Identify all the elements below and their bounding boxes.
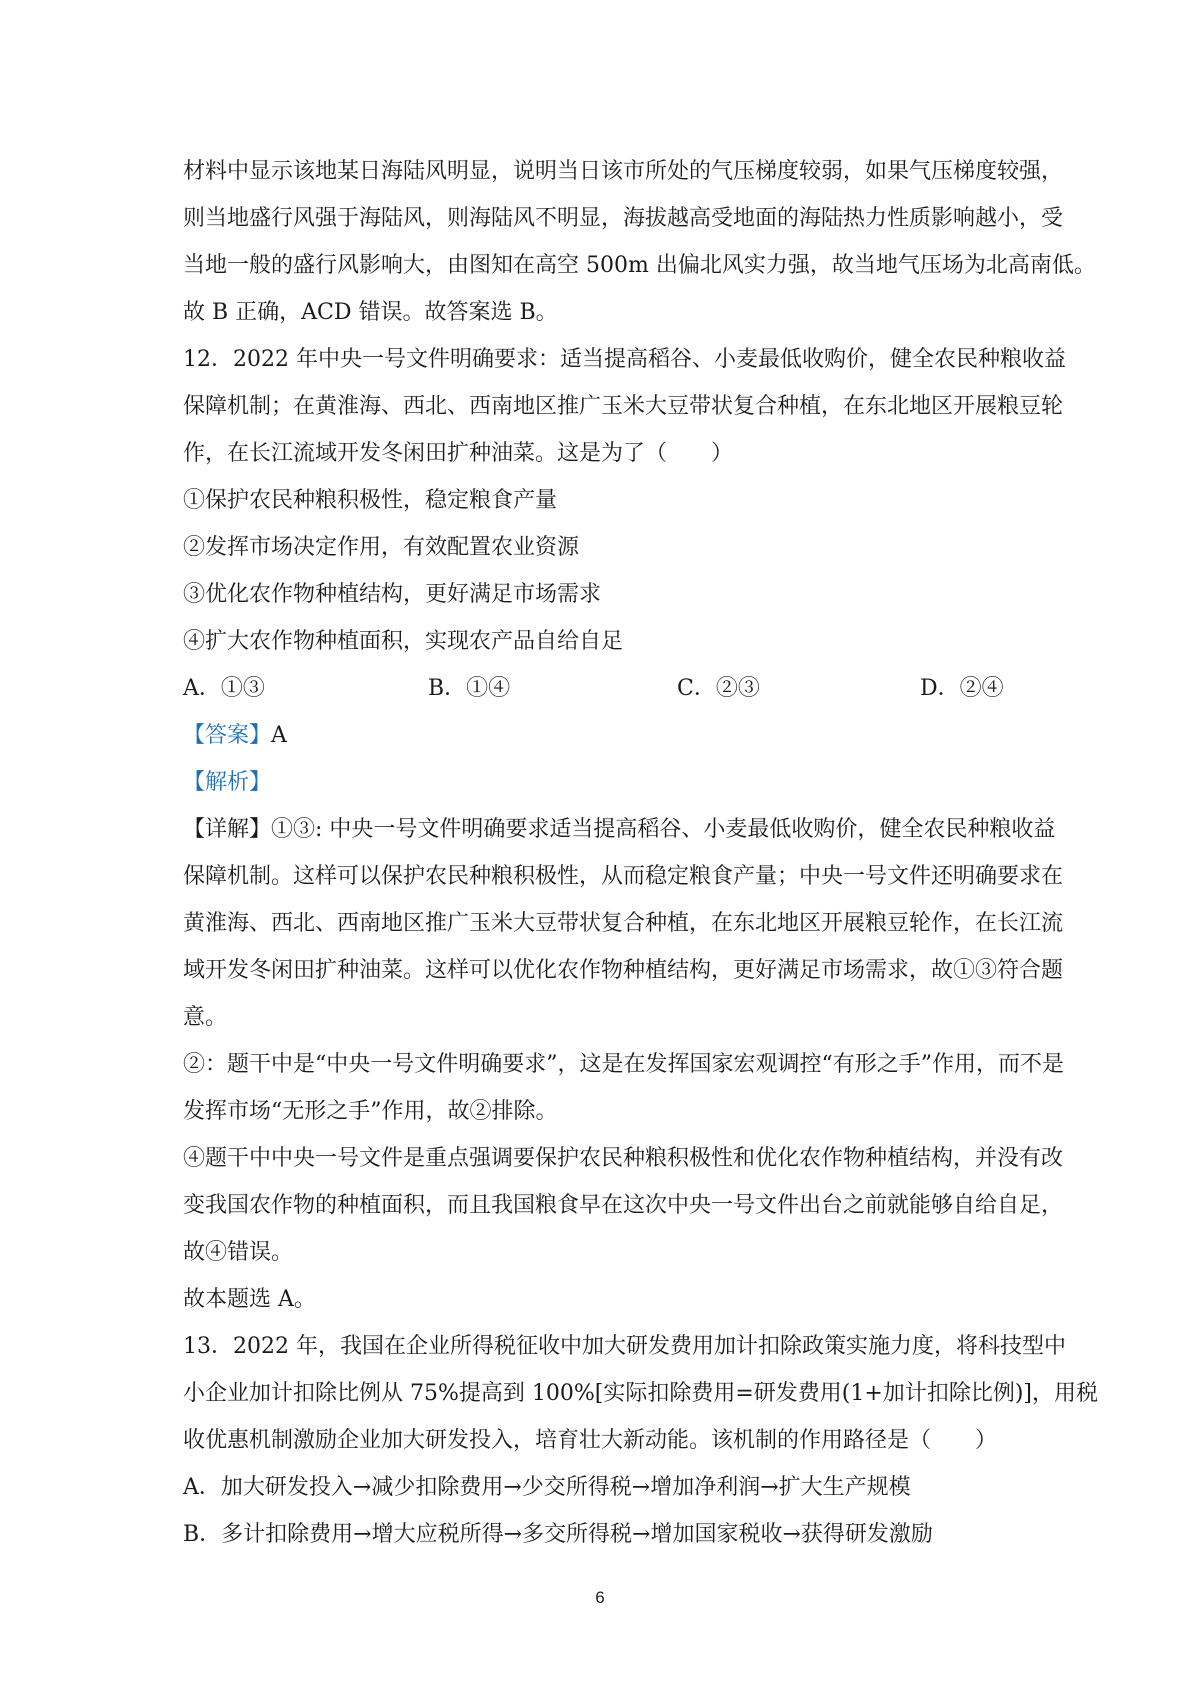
q12-option-d: D．②④ [920,676,1004,701]
q12-detail-line: 黄淮海、西北、西南地区推广玉米大豆带状复合种植，在东北地区开展粮豆轮作，在长江流 [183,911,1064,936]
q12-analysis [183,759,1023,806]
q12-detail-line: 意。 [183,1005,228,1030]
question-12 [183,336,1066,1323]
q12-note2-line: ②：题干中是“中央一号文件明确要求”，这是在发挥国家宏观调控“有形之手”作用，而不是 [183,1052,1064,1077]
q12-detail-line [183,806,1056,853]
q12-stem-line: 12．2022 年中央一号文件明确要求：适当提高稻谷、小麦最低收购价，健全农民种粮收益 [183,347,1066,372]
q12-statement-4: ④扩大农作物种植面积，实现农产品自给自足 [183,629,624,654]
q12-answer [183,712,1023,759]
q12-statement-1: ①保护农民种粮积极性，稳定粮食产量 [183,488,558,513]
q12-note4-line: 变我国农作物的种植面积，而且我国粮食早在这次中央一号文件出台之前就能够自给自足， [183,1193,1064,1218]
intro-paragraph [183,148,1096,336]
q12-note2-line: 发挥市场“无形之手”作用，故②排除。 [183,1099,558,1124]
question-13 [183,1323,1098,1558]
q12-note4-line: 故④错误。 [183,1240,294,1265]
q13-stem-line: 收优惠机制激励企业加大研发投入，培育壮大新动能。该机制的作用路径是（ ） [183,1428,998,1453]
q13-option-b: B．多计扣除费用→增大应税所得→多交所得税→增加国家税收→获得研发激励 [183,1522,933,1547]
q12-stem-line: 作，在长江流域开发冬闲田扩种油菜。这是为了（ ） [183,441,734,466]
q12-statement-3: ③优化农作物种植结构，更好满足市场需求 [183,582,602,607]
answer-label: 【答案】 [183,723,272,748]
page-number: 6 [595,1588,605,1607]
intro-line: 则当地盛行风强于海陆风，则海陆风不明显，海拔越高受地面的海陆热力性质影响越小，受 [183,206,1064,231]
q12-detail-line: 保障机制。这样可以保护农民种粮积极性，从而稳定粮食产量；中央一号文件还明确要求在 [183,864,1064,889]
q13-option-a: A．加大研发投入→减少扣除费用→少交所得税→增加净利润→扩大生产规模 [183,1475,911,1500]
q12-options-row [183,665,1023,712]
answer-value: A [271,723,287,748]
q12-option-b: B．①④ [428,676,511,701]
detail-label: 【详解】 [183,817,272,842]
intro-line: 故 B 正确，ACD 错误。故答案选 B。 [183,300,558,325]
q12-option-a: A．①③ [183,676,265,701]
q12-statement-2: ②发挥市场决定作用，有效配置农业资源 [183,535,580,560]
q12-conclusion: 故本题选 A。 [183,1287,316,1312]
q13-stem-line: 13．2022 年，我国在企业所得税征收中加大研发费用加计扣除政策实施力度，将科技型中 [183,1334,1066,1359]
document-body [183,148,1098,1558]
intro-line: 当地一般的盛行风影响大，由图知在高空 500m 出偏北风实力强，故当地气压场为北高南低。 [183,253,1096,278]
q12-detail-line: 域开发冬闲田扩种油菜。这样可以优化农作物种植结构，更好满足市场需求，故①③符合题 [183,958,1064,983]
detail-text: ①③: 中央一号文件明确要求适当提高稻谷、小麦最低收购价，健全农民种粮收益 [271,817,1056,842]
q12-option-c: C．②③ [677,676,760,701]
q13-stem-line: 小企业加计扣除比例从 75%提高到 100%[实际扣除费用=研发费用(1+加计扣除比例)]，用税 [183,1381,1098,1406]
analysis-label: 【解析】 [183,770,272,795]
q12-stem-line: 保障机制；在黄淮海、西北、西南地区推广玉米大豆带状复合种植，在东北地区开展粮豆轮 [183,394,1064,419]
q12-note4-line: ④题干中中央一号文件是重点强调要保护农民种粮积极性和优化农作物种植结构，并没有改 [183,1146,1064,1171]
intro-line: 材料中显示该地某日海陆风明显，说明当日该市所处的气压梯度较弱，如果气压梯度较强， [183,159,1064,184]
